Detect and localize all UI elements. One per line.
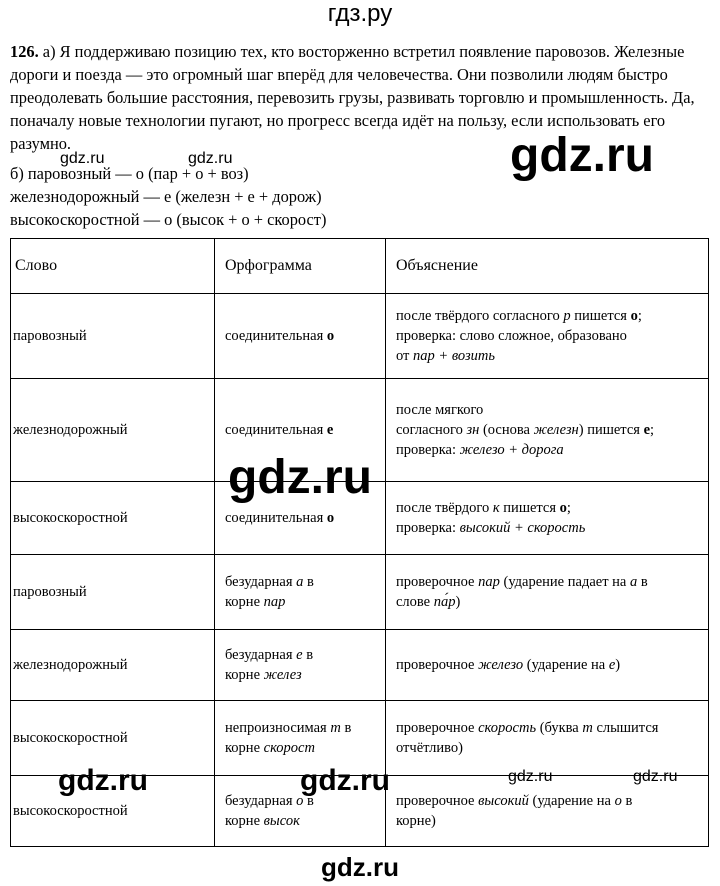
watermark-lower-small: gdz.ru <box>633 768 678 785</box>
cell-orthogram: соединительная о <box>215 482 386 555</box>
orthogram-table <box>10 238 709 847</box>
cell-orthogram: безударная е в корне желез <box>215 630 386 701</box>
header-word: Слово <box>11 239 215 294</box>
cell-explanation: после твёрдого к пишется о; проверка: высокий + скорость <box>386 482 709 555</box>
watermark-small: gdz.ru <box>60 150 105 167</box>
header-explanation: Объяснение <box>386 239 709 294</box>
watermark-lower-mid: gdz.ru <box>300 764 390 797</box>
cell-word: железнодорожный <box>11 630 215 701</box>
header-orthogram: Орфограмма <box>215 239 386 294</box>
cell-explanation: после твёрдого согласного р пишется о; проверка: слово сложное, образовано от пар + возить <box>386 294 709 379</box>
cell-orthogram: соединительная о <box>215 294 386 379</box>
watermark-center: gdz.ru <box>228 451 372 504</box>
cell-explanation: проверочное высокий (ударение на о в корне) <box>386 776 709 847</box>
part-b-line: б) паровозный — о (пар + о + воз) <box>10 164 249 183</box>
cell-explanation: проверочное железо (ударение на е) <box>386 630 709 701</box>
watermark-small: gdz.ru <box>188 150 233 167</box>
table-row <box>11 294 709 379</box>
table-row <box>11 555 709 630</box>
cell-explanation: проверочное пар (ударение падает на а в слове па́р) <box>386 555 709 630</box>
cell-word: железнодорожный <box>11 379 215 482</box>
watermark-big-right: gdz.ru <box>510 129 654 182</box>
cell-explanation: проверочное скорость (буква т слышится отчётливо) <box>386 701 709 776</box>
cell-word: высокоскоростной <box>11 701 215 776</box>
cell-orthogram: безударная о в корне высок <box>215 776 386 847</box>
watermark-lower-left: gdz.ru <box>58 764 148 797</box>
exercise-number: 126. <box>10 42 39 61</box>
cell-word: высокоскоростной <box>11 776 215 847</box>
cell-explanation: после мягкого согласного зн (основа железн) пишется е; проверка: железо + дорога <box>386 379 709 482</box>
cell-orthogram: безударная а в корне пар <box>215 555 386 630</box>
cell-word: высокоскоростной <box>11 482 215 555</box>
table-row <box>11 630 709 701</box>
watermark-bottom: gdz.ru <box>321 852 399 882</box>
cell-word: паровозный <box>11 555 215 630</box>
part-b-line: высокоскоростной — о (высок + о + скорост) <box>10 210 327 229</box>
cell-orthogram: непроизносимая т в корне скорост <box>215 701 386 776</box>
watermark-lower-small: gdz.ru <box>508 768 553 785</box>
watermark-top: гдз.ру <box>327 0 393 27</box>
part-b-line: железнодорожный — е (железн + е + дорож) <box>10 187 322 206</box>
table-header-row <box>11 239 709 294</box>
part-b-block <box>10 162 326 231</box>
part-a-text: Я поддерживаю позицию тех, кто восторженно встретил появление паровозов. Железные дороги и поезда — это огромный шаг вперёд для человечества. Они позволили людям быстро преодолевать большие расстояния, перевозить грузы, развивать торговлю и промышленность. Да, поначалу новые технологии пугают, но прогресс всегда идёт на пользу, если использовать его разумно. <box>10 42 695 153</box>
part-a-label: а) <box>42 42 56 61</box>
cell-orthogram: соединительная е <box>215 379 386 482</box>
cell-word: паровозный <box>11 294 215 379</box>
